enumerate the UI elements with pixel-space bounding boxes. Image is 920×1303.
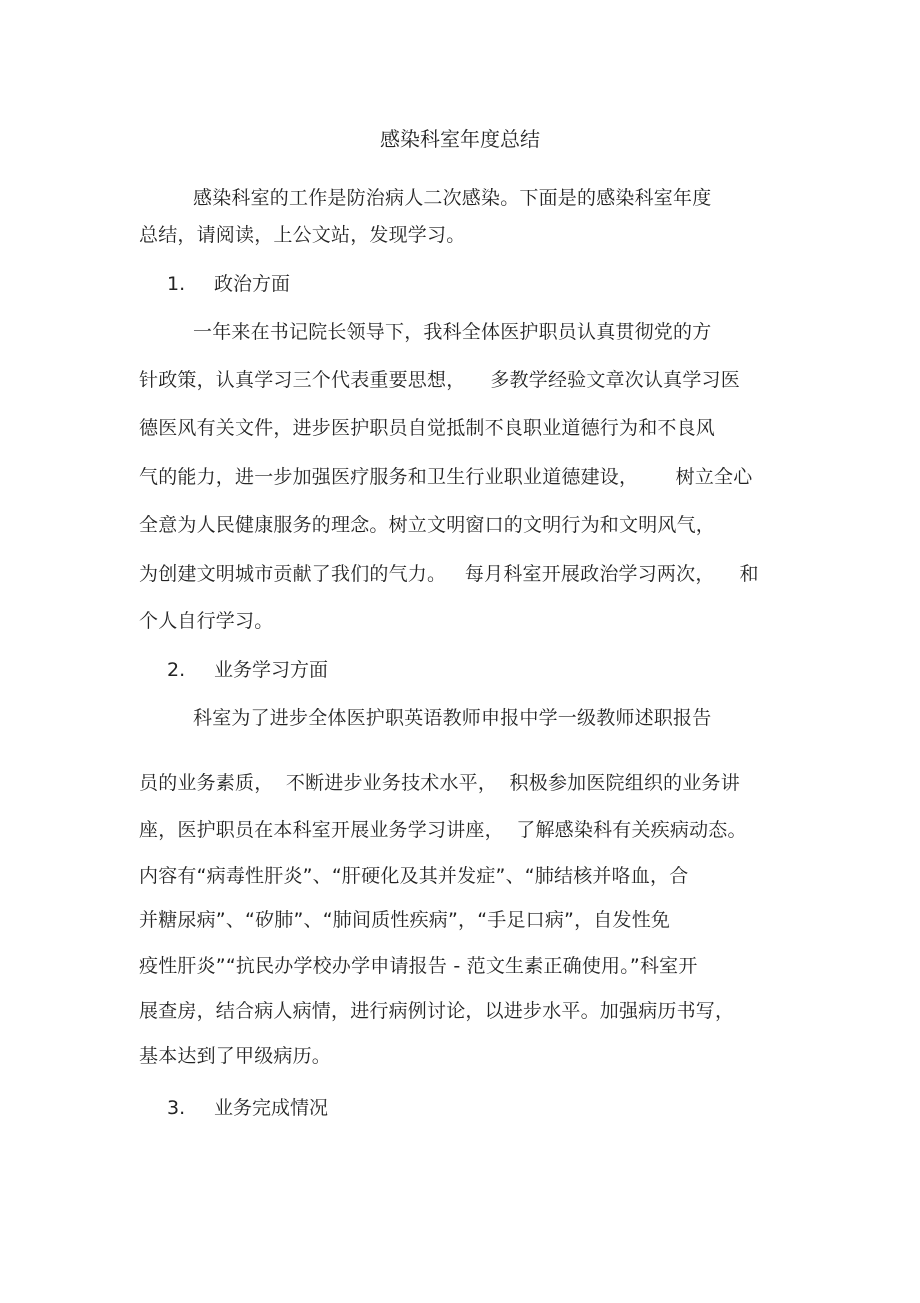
- paragraph-line: 一年来在书记院长领导下，我科全体医护职员认真贯彻党的方: [193, 321, 712, 343]
- document-title: 感染科室年度总结: [380, 127, 540, 151]
- paragraph-line: 展查房，结合病人病情，进行病例讨论，以进步水平。加强病历书写，: [139, 1000, 735, 1022]
- paragraph-line: 内容有“病毒性肝炎”、“肝硬化及其并发症”、“肺结核并咯血，合: [139, 865, 689, 887]
- paragraph-line: 德医风有关文件，进步医护职员自觉抵制不良职业道德行为和不良风: [139, 417, 716, 439]
- section-heading-3: [167, 1096, 329, 1192]
- section-number: 2.: [167, 659, 186, 681]
- section-title: 政治方面: [214, 273, 291, 295]
- intro-line: 总结，请阅读，上公文站，发现学习。: [139, 224, 466, 246]
- section-number: 1.: [167, 273, 186, 295]
- paragraph-line: 为创建文明城市贡献了我们的气力。 每月科室开展政治学习两次， 和: [139, 563, 759, 585]
- paragraph-line: 疫性肝炎”“抗民办学校办学申请报告 - 范文生素正确使用。”科室开: [139, 955, 698, 977]
- section-heading-1: [167, 272, 291, 368]
- paragraph-line: 科室为了进步全体医护职英语教师申报中学一级教师述职报告: [193, 707, 712, 729]
- section-heading-2: [167, 658, 329, 754]
- paragraph-line: 气的能力，进一步加强医疗服务和卫生行业职业道德建设， 树立全心: [139, 466, 753, 488]
- paragraph-line: 全意为人民健康服务的理念。树立文明窗口的文明行为和文明风气，: [139, 514, 716, 536]
- intro-line: 感染科室的工作是防治病人二次感染。下面是的感染科室年度: [193, 187, 712, 209]
- paragraph-line: 并糖尿病”、“矽肺”、“肺间质性疾病”，“手足口病”，自发性免: [139, 909, 671, 931]
- paragraph-line: 针政策，认真学习三个代表重要思想， 多教学经验文章次认真学习医: [139, 369, 740, 391]
- section-title: 业务学习方面: [214, 659, 329, 681]
- paragraph-line: 个人自行学习。: [139, 610, 274, 632]
- paragraph-line: 座，医护职员在本科室开展业务学习讲座， 了解感染科有关疾病动态。: [139, 819, 747, 841]
- paragraph-line: 基本达到了甲级病历。: [139, 1045, 332, 1067]
- section-number: 3.: [167, 1097, 186, 1119]
- section-title: 业务完成情况: [214, 1097, 329, 1119]
- paragraph-line: 员的业务素质， 不断进步业务技术水平， 积极参加医院组织的业务讲: [139, 772, 740, 794]
